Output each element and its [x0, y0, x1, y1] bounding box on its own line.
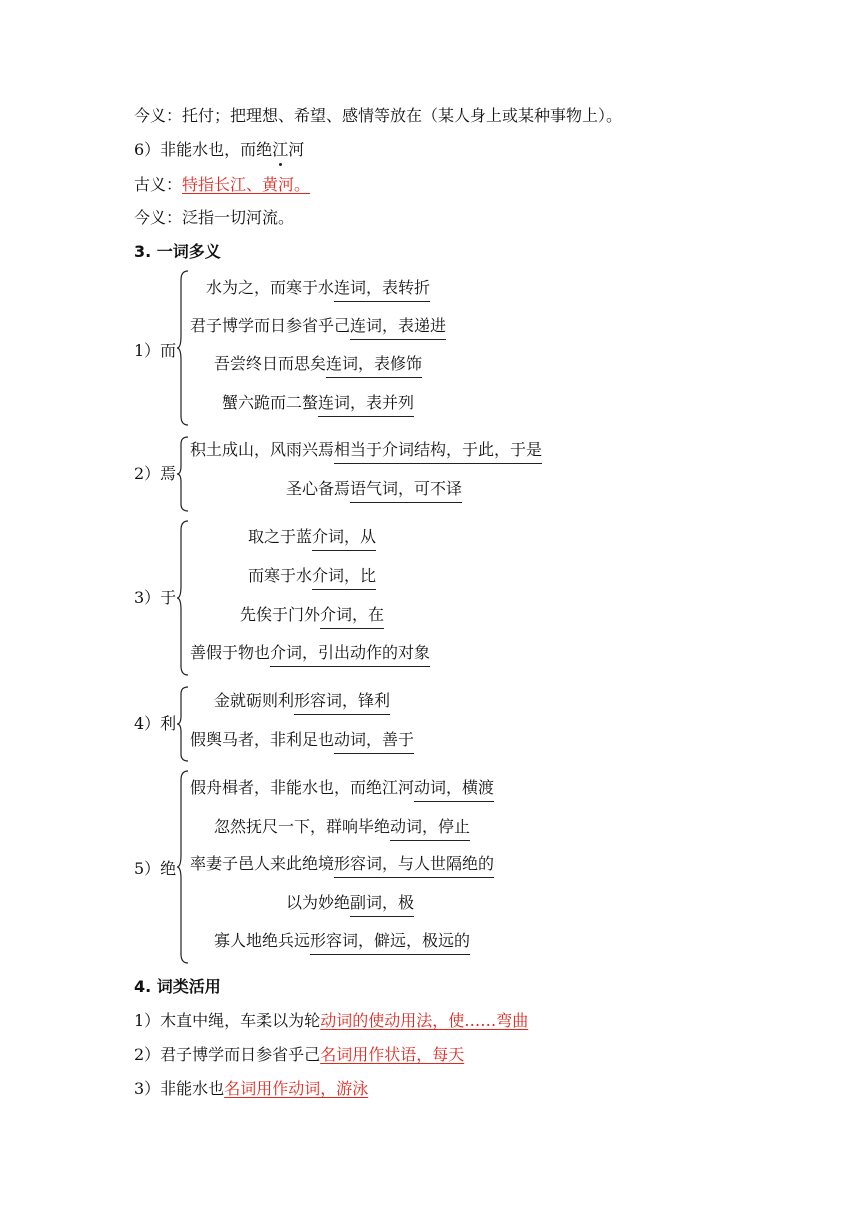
group-entry: 而寒于水介词，比 — [248, 566, 376, 590]
ancient-meaning-label: 古义： — [134, 175, 183, 194]
group-entry: 积土成山，风雨兴焉相当于介词结构，于此，于是 — [190, 440, 542, 464]
brace-icon — [176, 436, 190, 512]
section-4-title: 4. 词类活用 — [134, 977, 221, 996]
ancient-meaning-line — [134, 175, 310, 195]
group-entry: 忽然抚尺一下，群响毕绝动词，停止 — [214, 817, 470, 841]
brace-icon — [176, 770, 190, 964]
modern-meaning-line: 今义：托付；把理想、希望、感情等放在（某人身上或某种事物上）。 — [134, 106, 623, 125]
group-entry: 假舟楫者，非能水也，而绝江河动词，横渡 — [190, 778, 494, 802]
group-entry: 以为妙绝副词，极 — [286, 893, 414, 917]
group-entry: 圣心备焉语气词，可不译 — [286, 479, 462, 503]
group-entry: 先俟于门外介词，在 — [240, 605, 384, 629]
example-6-suffix: 河 — [288, 140, 305, 159]
group-entry: 水为之，而寒于水连词，表转折 — [206, 278, 430, 302]
group-label-er: 1）而 — [134, 341, 177, 360]
group-entry: 金就砺则利形容词，锋利 — [214, 691, 390, 715]
usage-item: 3）非能水也名词用作动词，游泳 — [134, 1079, 369, 1098]
example-6-dotted-char: 江 — [272, 140, 288, 159]
usage-item: 2）君子博学而日参省乎己名词用作状语，每天 — [134, 1045, 465, 1064]
section-3-title: 3. 一词多义 — [134, 242, 221, 261]
group-entry: 君子博学而日参省乎己连词，表递进 — [190, 316, 446, 340]
group-label-yan: 2）焉 — [134, 464, 177, 483]
group-entry: 寡人地绝兵远形容词，僻远，极远的 — [214, 931, 470, 955]
brace-icon — [176, 686, 190, 762]
group-entry: 假舆马者，非利足也动词，善于 — [190, 730, 414, 754]
group-entry: 蟹六跪而二螯连词，表并列 — [222, 393, 414, 417]
example-6-line — [134, 140, 304, 160]
example-6-prefix: 6）非能水也，而绝 — [134, 140, 273, 159]
group-entry: 率妻子邑人来此绝境形容词，与人世隔绝的 — [190, 854, 494, 878]
group-label-yu: 3）于 — [134, 588, 177, 607]
group-entry: 取之于蓝介词，从 — [248, 527, 376, 551]
emphasis-dot — [279, 163, 282, 166]
group-label-li: 4）利 — [134, 714, 177, 733]
ancient-meaning-answer: 特指长江、黄河。 — [182, 175, 311, 194]
brace-icon — [176, 520, 190, 676]
group-entry: 吾尝终日而思矣连词，表修饰 — [214, 354, 422, 378]
brace-icon — [176, 270, 190, 426]
group-label-jue: 5）绝 — [134, 859, 177, 878]
group-entry: 善假于物也介词，引出动作的对象 — [190, 643, 430, 667]
usage-item: 1）木直中绳，车柔以为轮动词的使动用法，使……弯曲 — [134, 1011, 529, 1030]
modern-meaning-line-2: 今义：泛指一切河流。 — [134, 208, 295, 227]
